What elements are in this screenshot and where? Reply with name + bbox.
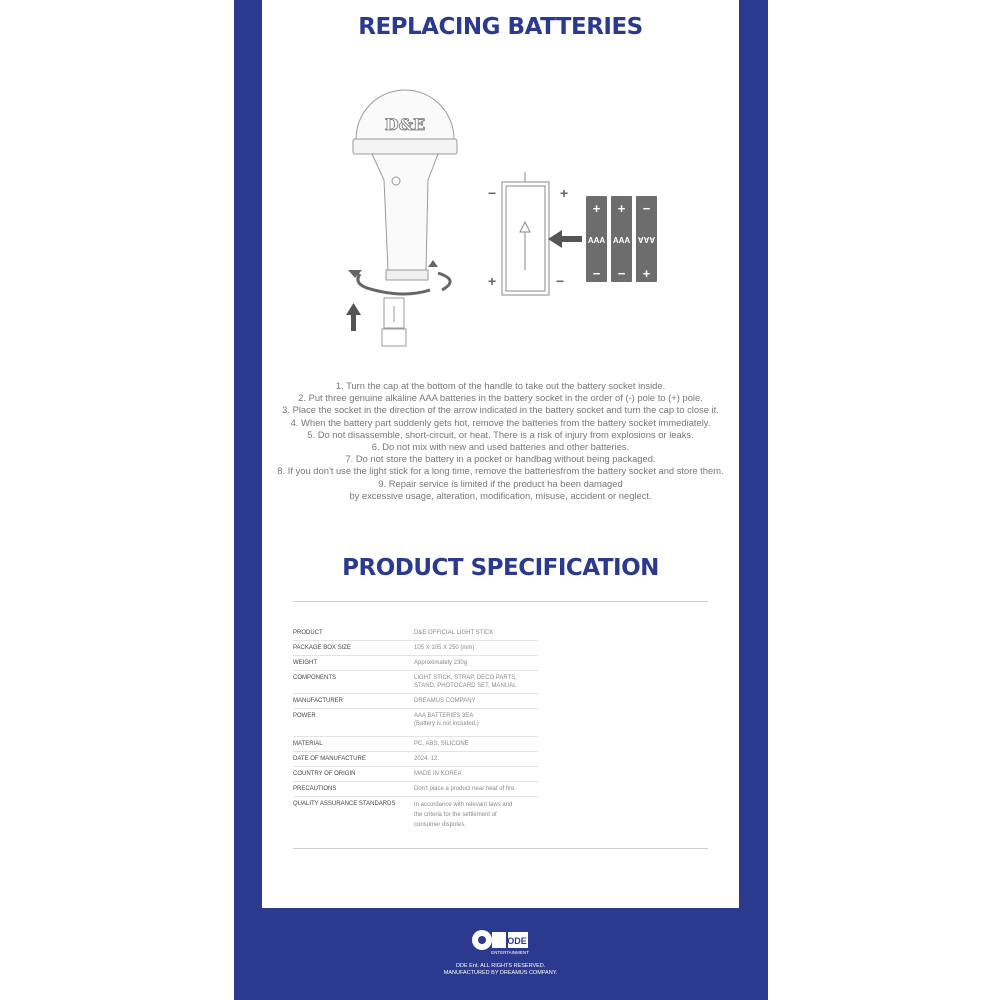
socket-plus-bottom: +	[488, 273, 497, 289]
spec-row	[293, 782, 538, 797]
spec-label: COMPONENTS	[293, 675, 337, 681]
spec-value: Approximately 230g	[414, 660, 468, 666]
instruction-item: 4. When the battery part suddenly gets hot, remove the batteries from the battery socket immediately.	[290, 416, 711, 428]
light-stick-logo: D&E	[384, 115, 426, 134]
battery-1-plus: +	[592, 201, 601, 216]
battery-2-plus: +	[617, 201, 626, 216]
battery-1-minus: −	[592, 266, 601, 281]
battery-3-minus: −	[642, 201, 651, 216]
spec-value: Don't place a product near heat of fire.	[414, 786, 516, 792]
footer-legal	[262, 963, 739, 977]
spec-label: MATERIAL	[293, 741, 323, 747]
spec-label: WEIGHT	[293, 660, 317, 666]
spec-value: LIGHT STICK, STRAP, DECO PARTS, STAND, PHOTOCARD SET, MANUAL	[414, 675, 517, 689]
spec-value: DREAMUS COMPANY	[414, 698, 476, 704]
manufacturer-text: MANUFACTURED BY DREAMUS COMPANY.	[443, 970, 558, 976]
instruction-item: 2. Put three genuine alkaline AAA batteries in the battery socket in the order of (-) pole to (+) pole.	[298, 392, 703, 404]
spec-label: DATE OF MANUFACTURE	[293, 756, 366, 762]
instruction-item: 5. Do not disassemble, short-circuit, or heat. There is a risk of injury from explosions or leaks.	[307, 428, 694, 440]
ode-logo	[470, 928, 532, 956]
battery-2-minus: −	[617, 266, 626, 281]
spec-row	[293, 641, 538, 656]
up-arrow-icon	[346, 303, 361, 331]
spec-label: COUNTRY OF ORIGIN	[293, 771, 356, 777]
spec-row	[293, 709, 538, 737]
spec-divider-bottom	[293, 848, 708, 849]
instruction-item: 3. Place the socket in the direction of the arrow indicated in the battery socket and turn the cap to close it.	[282, 404, 719, 416]
spec-row	[293, 752, 538, 767]
spec-label: PRECAUTIONS	[293, 786, 337, 792]
spec-value: D&E OFFICIAL LIGHT STICK	[414, 630, 494, 636]
spec-value: PC, ABS, SILICONE	[414, 741, 469, 747]
spec-value: 2024. 12.	[414, 756, 440, 762]
spec-row	[293, 694, 538, 709]
battery-socket-icon	[502, 172, 549, 295]
instruction-item: 6. Do not mix with new and used batteries and other batteries.	[371, 441, 630, 453]
socket-plus-top: +	[560, 185, 569, 201]
battery-3-label: AAA	[637, 235, 656, 244]
left-arrow-icon	[548, 230, 582, 248]
spec-row	[293, 797, 538, 833]
battery-socket-small-icon	[382, 298, 406, 346]
spec-divider-top	[293, 601, 708, 602]
instruction-item: 7. Do not store the battery in a pocket or handbag without being packaged.	[345, 453, 656, 465]
instruction-item: 9. Repair service is limited if the product ha been damaged	[378, 477, 623, 489]
socket-minus-top: −	[488, 185, 497, 201]
spec-row	[293, 767, 538, 782]
spec-row	[293, 737, 538, 752]
replacing-batteries-title: REPLACING BATTERIES	[358, 14, 643, 40]
spec-label: POWER	[293, 713, 316, 719]
spec-label: QUALITY ASSURANCE STANDARDS	[293, 801, 396, 807]
spec-value: In accordance with relevant laws and the criteria for the settlement of consumer disputes.	[414, 802, 513, 828]
spec-value: MADE IN KOREA	[414, 771, 462, 777]
spec-row	[293, 626, 538, 641]
instruction-item: 8. If you don't use the light stick for a long time, remove the batteriesfrom the battery socket and store them.	[277, 465, 724, 477]
ode-logo-text: ENTERTAINMENT	[491, 950, 529, 955]
battery-2-label: AAA	[612, 236, 631, 245]
battery-replacement-illustration	[262, 80, 739, 360]
spec-value: 105 X 105 X 250 (mm)	[414, 645, 475, 651]
spec-label: MANUFACTURER	[293, 698, 344, 704]
spec-value: AAA BATTERIES 3EA (Battery is not included.)	[414, 713, 479, 727]
spec-label: PACKAGE BOX SIZE	[293, 645, 351, 651]
spec-table	[293, 626, 538, 833]
instruction-item: 1. Turn the cap at the bottom of the handle to take out the battery socket inside.	[335, 380, 666, 391]
instruction-item: by excessive usage, alteration, modification, misuse, accident or neglect.	[349, 489, 652, 501]
ode-logo-wordmark: ODE	[507, 936, 527, 946]
spec-row	[293, 671, 538, 694]
copyright-text: ODE Ent. ALL RIGHTS RESERVED.	[455, 963, 546, 969]
product-specification-title: PRODUCT SPECIFICATION	[342, 555, 659, 581]
battery-1-label: AAA	[587, 236, 606, 245]
instructions-list	[262, 380, 739, 502]
spec-row	[293, 656, 538, 671]
battery-3-plus: +	[642, 266, 651, 281]
socket-minus-bottom: −	[556, 273, 565, 289]
spec-label: PRODUCT	[293, 630, 323, 636]
